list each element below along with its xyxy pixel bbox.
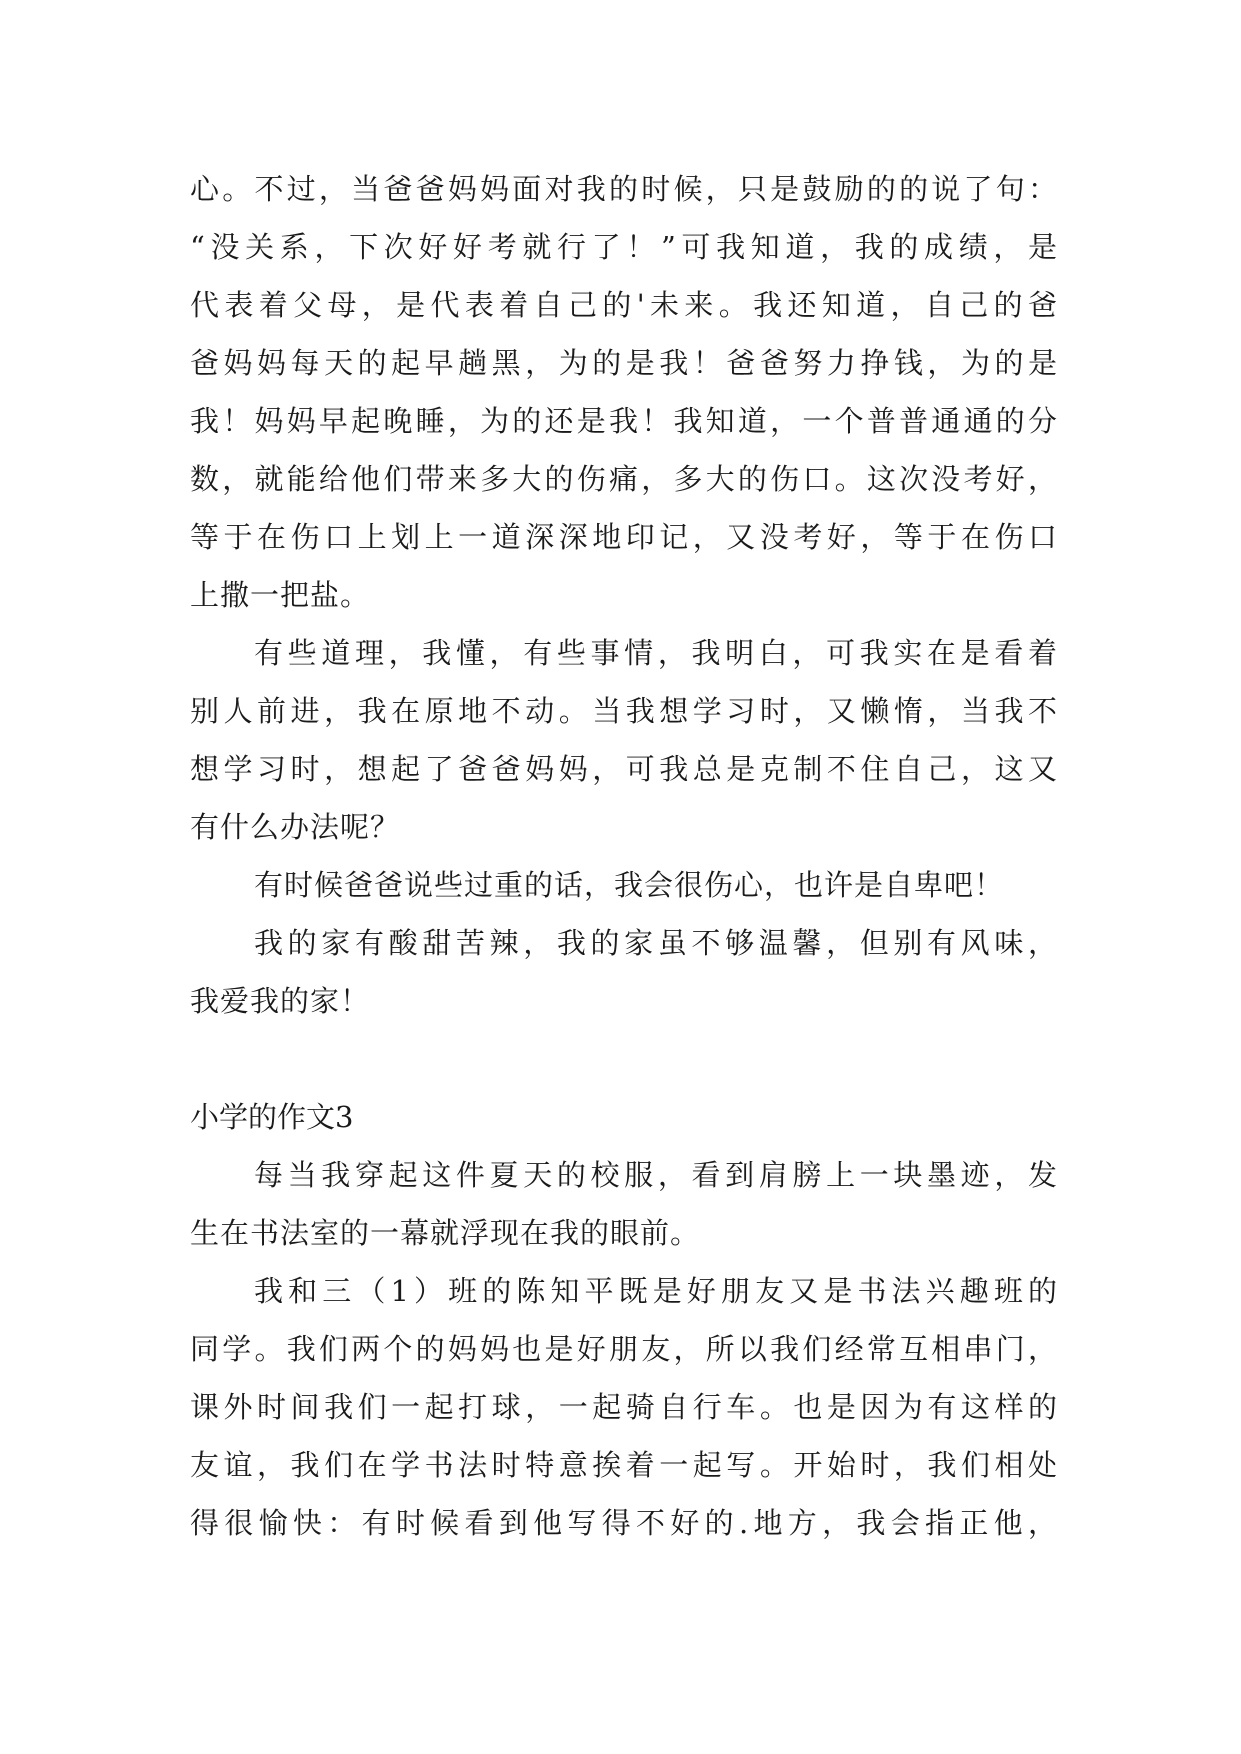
text-line: 友谊，我们在学书法时特意挨着一起写。开始时，我们相处 (190, 1448, 1058, 1482)
paragraph-1 (190, 160, 1058, 624)
text-line: 我爱我的家！ (190, 984, 371, 1018)
text-line: 别人前进，我在原地不动。当我想学习时，又懒惰，当我不 (190, 694, 1058, 728)
text-line: 爸妈妈每天的起早趟黑，为的是我！爸爸努力挣钱，为的是 (190, 346, 1058, 380)
text-line: 有些道理，我懂，有些事情，我明白，可我实在是看着 (254, 636, 1058, 670)
paragraph-5 (190, 1146, 1058, 1262)
text-line: 生在书法室的一幕就浮现在我的眼前。 (190, 1216, 701, 1250)
text-line: 有什么办法呢？ (190, 810, 401, 844)
text-line: 心。不过，当爸爸妈妈面对我的时候，只是鼓励的的说了句： (190, 172, 1058, 206)
text-line: 得很愉快：有时候看到他写得不好的.地方，我会指正他， (190, 1506, 1058, 1540)
paragraph-3 (190, 856, 1058, 914)
text-line: 有时候爸爸说些过重的话，我会很伤心，也许是自卑吧！ (254, 868, 1005, 902)
paragraph-2 (190, 624, 1058, 856)
text-line: 同学。我们两个的妈妈也是好朋友，所以我们经常互相串门， (190, 1332, 1058, 1366)
text-line: 等于在伤口上划上一道深深地印记，又没考好，等于在伤口 (190, 520, 1058, 554)
paragraph-4 (190, 914, 1058, 1030)
text-line: 想学习时，想起了爸爸妈妈，可我总是克制不住自己，这又 (190, 752, 1058, 786)
section-gap (190, 1030, 1058, 1088)
paragraph-6 (190, 1262, 1058, 1552)
text-line: 课外时间我们一起打球，一起骑自行车。也是因为有这样的 (190, 1390, 1058, 1424)
text-line: 数，就能给他们带来多大的伤痛，多大的伤口。这次没考好， (190, 462, 1058, 496)
text-line: 我和三（1）班的陈知平既是好朋友又是书法兴趣班的 (254, 1274, 1058, 1308)
text-line: 我的家有酸甜苦辣，我的家虽不够温馨，但别有风味， (254, 926, 1058, 960)
text-line: 每当我穿起这件夏天的校服，看到肩膀上一块墨迹，发 (254, 1158, 1058, 1192)
section-heading: 小学的作文3 (190, 1100, 354, 1134)
document-body (190, 160, 1058, 1552)
text-line: 代表着父母，是代表着自己的'未来。我还知道，自己的爸 (190, 288, 1058, 322)
text-line: “没关系，下次好好考就行了！”可我知道，我的成绩，是 (190, 230, 1058, 264)
text-line: 我！妈妈早起晚睡，为的还是我！我知道，一个普普通通的分 (190, 404, 1058, 438)
text-line: 上撒一把盐。 (190, 578, 371, 612)
